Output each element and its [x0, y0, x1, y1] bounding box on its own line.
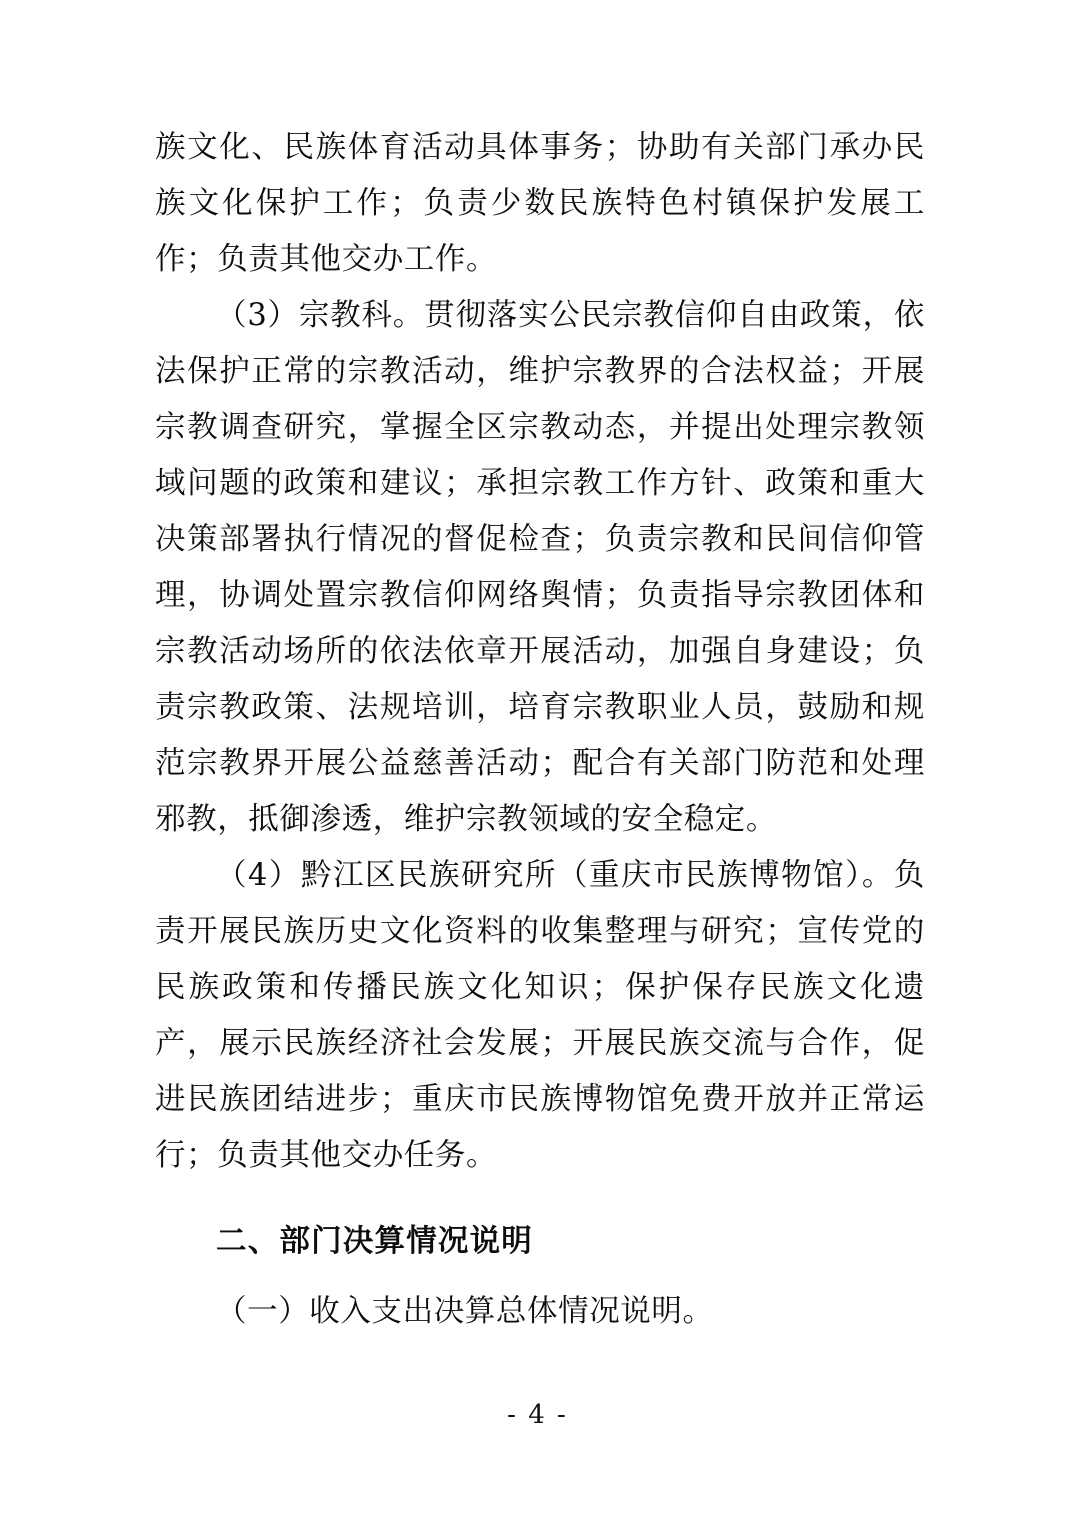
spacer: [155, 1270, 925, 1284]
paragraph-item-4: （4）黔江区民族研究所（重庆市民族博物馆）。负责开展民族历史文化资料的收集整理与研究；宣传党的民族政策和传播民族文化知识；保护保存民族文化遗产，展示民族经济社会发展；开展民族交流与合作，促进民族团结进步；重庆市民族博物馆免费开放并正常运行；负责其他交办任务。: [155, 858, 925, 1173]
page-footer: [0, 1400, 1075, 1430]
page-number: - 4 -: [507, 1400, 568, 1430]
paragraph-item-3: （3）宗教科。贯彻落实公民宗教信仰自由政策，依法保护正常的宗教活动，维护宗教界的合法权益；开展宗教调查研究，掌握全区宗教动态，并提出处理宗教领域问题的政策和建议；承担宗教工作方针、政策和重大决策部署执行情况的督促检查；负责宗教和民间信仰管理，协调处置宗教信仰网络舆情；负责指导宗教团体和宗教活动场所的依法依章开展活动，加强自身建设；负责宗教政策、法规培训，培育宗教职业人员，鼓励和规范宗教界开展公益慈善活动；配合有关部门防范和处理邪教，抵御渗透，维护宗教领域的安全稳定。: [155, 298, 925, 837]
spacer: [155, 1184, 925, 1214]
section-heading: 二、部门决算情况说明: [216, 1224, 533, 1259]
document-body: [155, 120, 925, 1340]
section-subheading: （一）收入支出决算总体情况说明。: [216, 1294, 714, 1329]
paragraph-continuation: 族文化、民族体育活动具体事务；协助有关部门承办民族文化保护工作；负责少数民族特色村镇保护发展工作；负责其他交办工作。: [155, 130, 925, 277]
